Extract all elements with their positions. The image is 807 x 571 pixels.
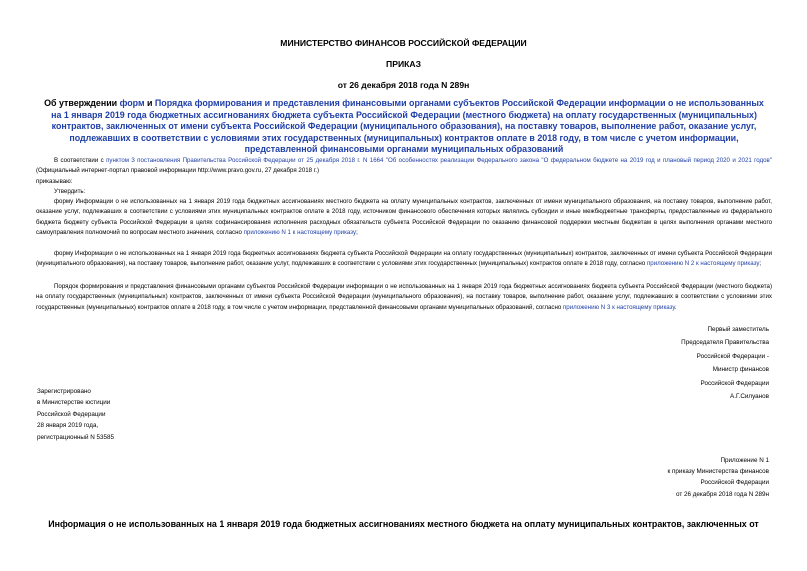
item-2 <box>36 249 772 270</box>
preamble-source: (Официальный интернет-портал правовой информации http://www.pravo.gov.ru, 27 декабря 2018 г.) <box>36 167 320 175</box>
registration-line-1: Зарегистрировано <box>37 388 91 395</box>
registration-line-3: Российской Федерации <box>37 410 106 418</box>
item-1-link-appendix-1[interactable]: приложению N 1 к настоящему приказу <box>243 229 357 237</box>
item-2-text: форму Информации о не использованных на 1 января 2019 года бюджетных ассигнованиях бюджета субъекта Российской Федерации на оплату государственных (муниципальных) контрактов, заключенных от имени субъекта Российской Федерации (муниципального образования), на поставку товаров, выполнение работ, оказание услуг, подлежавших в соответствии с условиями этих государственных (муниципальных) контрактов оплате в 2018 году, согласно <box>36 250 772 268</box>
item-3-paragraph <box>36 282 772 313</box>
doc-date-number: от 26 декабря 2018 года N 289н <box>337 80 470 90</box>
item-3-end: . <box>674 303 677 311</box>
signature-line-1: Первый заместитель <box>707 326 769 333</box>
item-2-end: ; <box>759 260 762 268</box>
appendix-line-2: к приказу Министерства финансов <box>667 468 769 476</box>
registration-block <box>37 386 114 443</box>
signature-line-3: Российской Федерации - <box>696 352 769 360</box>
item-2-paragraph <box>36 249 772 270</box>
item-1 <box>36 197 772 239</box>
signature-name: А.Г.Силуанов <box>730 393 769 401</box>
preamble <box>36 156 772 198</box>
title-text-1: Об утверждении <box>44 98 120 108</box>
preamble-link-decree[interactable]: пунктом 3 постановления Правительства Российской Федерации от 25 декабря 2018 г. N 1664 "Об особенностях реализации Федерального закона "О федеральном бюджете на 2019 год и плановый период 2020 и 2021 годов" <box>106 157 772 164</box>
approve-word: Утвердить: <box>54 188 86 196</box>
registration-line-4: 28 января 2019 года, <box>37 422 99 430</box>
item-2-link-appendix-2[interactable]: приложению N 2 к настоящему приказу <box>646 260 760 268</box>
item-3-text: Порядок формирования и представления финансовыми органами субъектов Российской Федерации информации о не использованных на 1 января 2019 года бюджетных ассигнованиях бюджета субъекта Российской Федерации (местного бюджета) на оплату государственных (муниципальных) контрактов, заключенных от имени субъекта Российской Федерации (муниципального образования), на поставку товаров, выполнение работ, оказание услуг, подлежавших в соответствии с условиями этих государственных (муниципальных) контрактов оплате в 2018 году, в том числе с учетом информации, представленной финансовыми органами муниципальных образований, согласно <box>36 283 772 311</box>
item-3-link-appendix-3[interactable]: приложению N 3 к настоящему приказу <box>562 303 675 311</box>
item-1-end: ; <box>356 229 358 237</box>
doc-type: ПРИКАЗ <box>386 59 421 69</box>
signature-line-2: Председателя Правительства <box>681 339 769 347</box>
item-1-text: форму Информации о не использованных на 1 января 2019 года бюджетных ассигнованиях местного бюджета на оплату муниципальных контрактов, заключенных от имени муниципального образования, на поставку товаров, выполнение работ, оказание услуг, подлежавших в соответствии с условиями этих муниципальных контрактов оплате в 2018 году, источником финансового обеспечения которых являлись субсидии и иные межбюджетные трансферты, предоставленные из федерального бюджета бюджету субъекта Российской Федерации в целях софинансирования исполнения расходных обязательств субъекта Российской Федерации по оказанию финансовой поддержки местным бюджетам в целях выполнения органами местного самоуправления полномочий по вопросам местного значения, согласно <box>36 198 772 237</box>
ministry-heading: МИНИСТЕРСТВО ФИНАНСОВ РОССИЙСКОЙ ФЕДЕРАЦИИ <box>280 38 527 48</box>
item-1-paragraph <box>36 197 772 239</box>
registration-line-2: в Министерстве юстиции <box>37 399 111 407</box>
signature-block <box>681 323 769 403</box>
appendix-form-title: Информация о не использованных на 1 января 2019 года бюджетных ассигнованиях местного бюджета на оплату муниципальных контрактов, заключенных от <box>48 519 759 529</box>
appendix-line-3: Российской Федерации <box>700 479 769 487</box>
signature-line-5: Российской Федерации <box>700 379 769 387</box>
title-link-procedure[interactable]: Порядка формирования и представления финансовыми органами субъектов Российской Федерации информации о не использованных на 1 января 2019 года бюджетных ассигнованиях бюджета субъекта Российской Федерации (местного бюджета) на оплату государственных (муниципальных) контрактов, заключенных от имени субъекта Российской Федерации (муниципального образования), на поставку товаров, выполнение работ, оказание услуг, подлежавших в соответствии с условиями этих государственных (муниципальных) контрактов оплате в 2018 году, в том числе с учетом информации, представленной финансовыми органами муниципальных образований <box>51 98 764 155</box>
item-3 <box>36 282 772 313</box>
appendix-line-1: Приложение N 1 <box>720 457 769 464</box>
order-word: приказываю: <box>36 177 73 185</box>
title-text-2: и <box>144 98 155 108</box>
title-link-forms[interactable]: форм <box>119 98 145 108</box>
document-title <box>40 98 768 156</box>
signature-line-4: Министр финансов <box>712 366 769 374</box>
preamble-text: В соответствии с <box>54 157 107 164</box>
registration-number: регистрационный N 53585 <box>37 433 115 441</box>
appendix-line-4: от 26 декабря 2018 года N 289н <box>675 490 769 498</box>
appendix-header <box>668 455 769 500</box>
preamble-paragraph <box>36 156 772 177</box>
